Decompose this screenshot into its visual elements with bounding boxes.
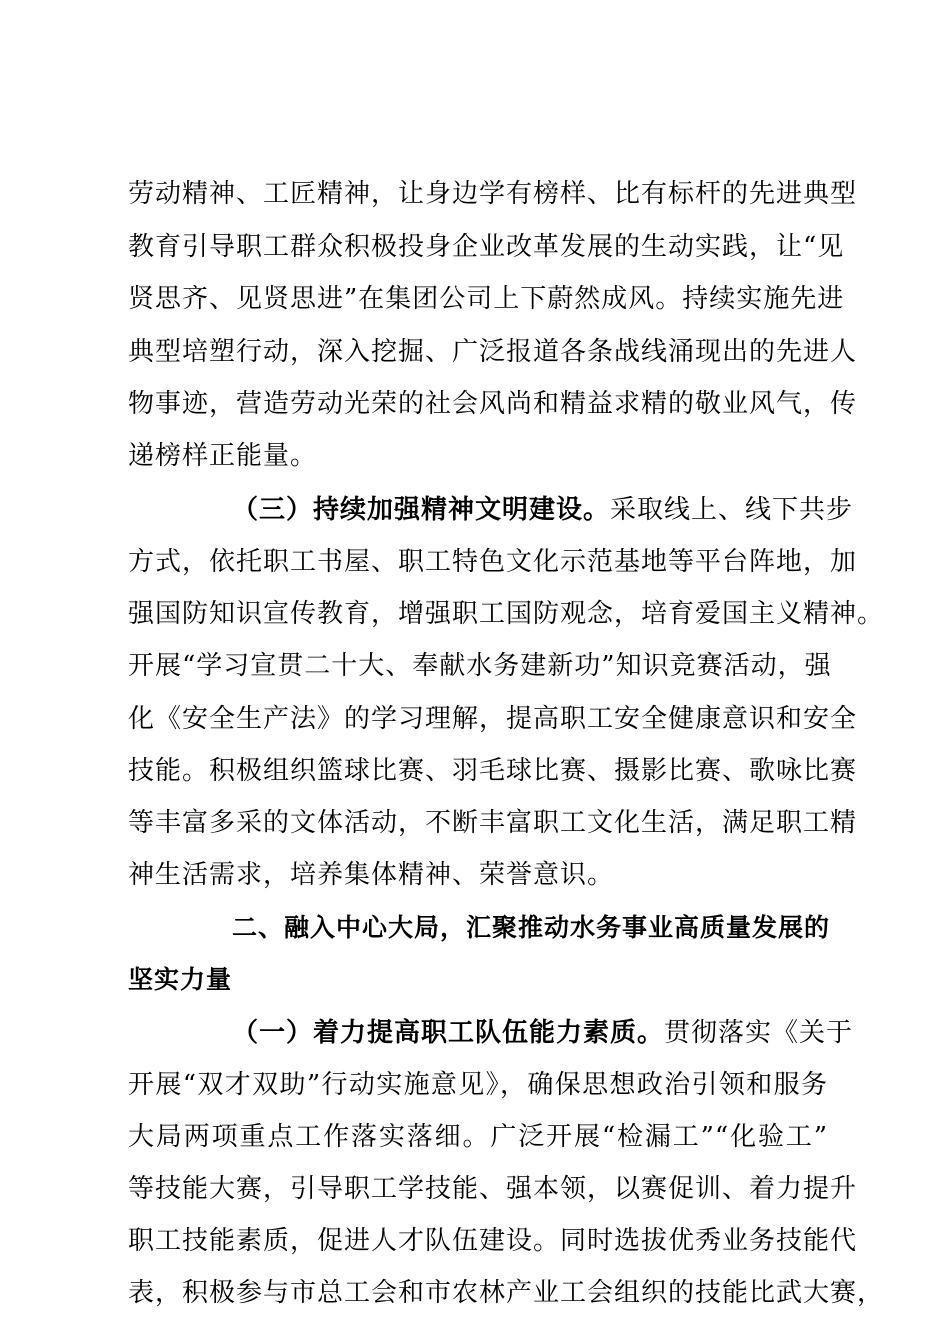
paragraph-3-line-2: 开展“双才双助”行动实施意见》，确保思想政治引领和服务 — [128, 1070, 828, 1100]
paragraph-2-line-7: 等丰富多采的文体活动，不断丰富职工文化生活，满足职工精 — [128, 808, 858, 838]
paragraph-3-line-4: 等技能大赛，引导职工学技能、强本领，以赛促训、着力提升 — [128, 1174, 858, 1204]
paragraph-3-line-5: 职工技能素质，促进人才队伍建设。同时选拔优秀业务技能代 — [128, 1226, 858, 1256]
paragraph-1-line-6: 递榜样正能量。 — [128, 441, 318, 471]
section-heading-line-2: 坚实力量 — [128, 965, 233, 994]
paragraph-2-line-2: 方式，依托职工书屋、职工特色文化示范基地等平台阵地，加 — [128, 547, 858, 577]
paragraph-2-first-line-rest: 采取线上、线下共步 — [610, 495, 854, 525]
paragraph-3-line-1 — [232, 1011, 854, 1055]
paragraph-2-lead: （三）持续加强精神文明建设。 — [232, 495, 611, 525]
paragraph-1-line-5: 物事迹，营造劳动光荣的社会风尚和精益求精的敬业风气，传 — [128, 389, 858, 419]
paragraph-3-first-line-rest: 贯彻落实《关于 — [664, 1018, 854, 1048]
paragraph-3-line-3: 大局两项重点工作落实落细。广泛开展“检漏工”“化验工” — [128, 1122, 828, 1152]
paragraph-3-line-6: 表，积极参与市总工会和市农林产业工会组织的技能比武大赛， — [128, 1278, 885, 1308]
paragraph-1-line-3: 贤思齐、见贤思进”在集团公司上下蔚然成风。持续实施先进 — [128, 284, 845, 314]
paragraph-2-line-6: 技能。积极组织篮球比赛、羽毛球比赛、摄影比赛、歌咏比赛 — [128, 756, 858, 786]
section-heading-line-1: 二、融入中心大局，汇聚推动水务事业高质量发展的 — [232, 913, 831, 942]
paragraph-1-line-4: 典型培塑行动，深入挖掘、广泛报道各条战线涌现出的先进人 — [128, 337, 858, 367]
paragraph-2-line-5: 化《安全生产法》的学习理解，提高职工安全健康意识和安全 — [128, 704, 858, 734]
paragraph-2-line-8: 神生活需求，培养集体精神、荣誉意识。 — [128, 860, 615, 890]
paragraph-2-line-3: 强国防知识宣传教育，增强职工国防观念，培育爱国主义精神。 — [128, 599, 885, 629]
paragraph-3-lead: （一）着力提高职工队伍能力素质。 — [232, 1018, 665, 1048]
paragraph-2-line-1 — [232, 488, 854, 532]
paragraph-1-line-1: 劳动精神、工匠精神，让身边学有榜样、比有标杆的先进典型 — [128, 179, 858, 209]
paragraph-1-line-2: 教育引导职工群众积极投身企业改革发展的生动实践，让“见 — [128, 232, 845, 262]
paragraph-2-line-4: 开展“学习宣贯二十大、奉献水务建新功”知识竞赛活动，强 — [128, 651, 832, 681]
